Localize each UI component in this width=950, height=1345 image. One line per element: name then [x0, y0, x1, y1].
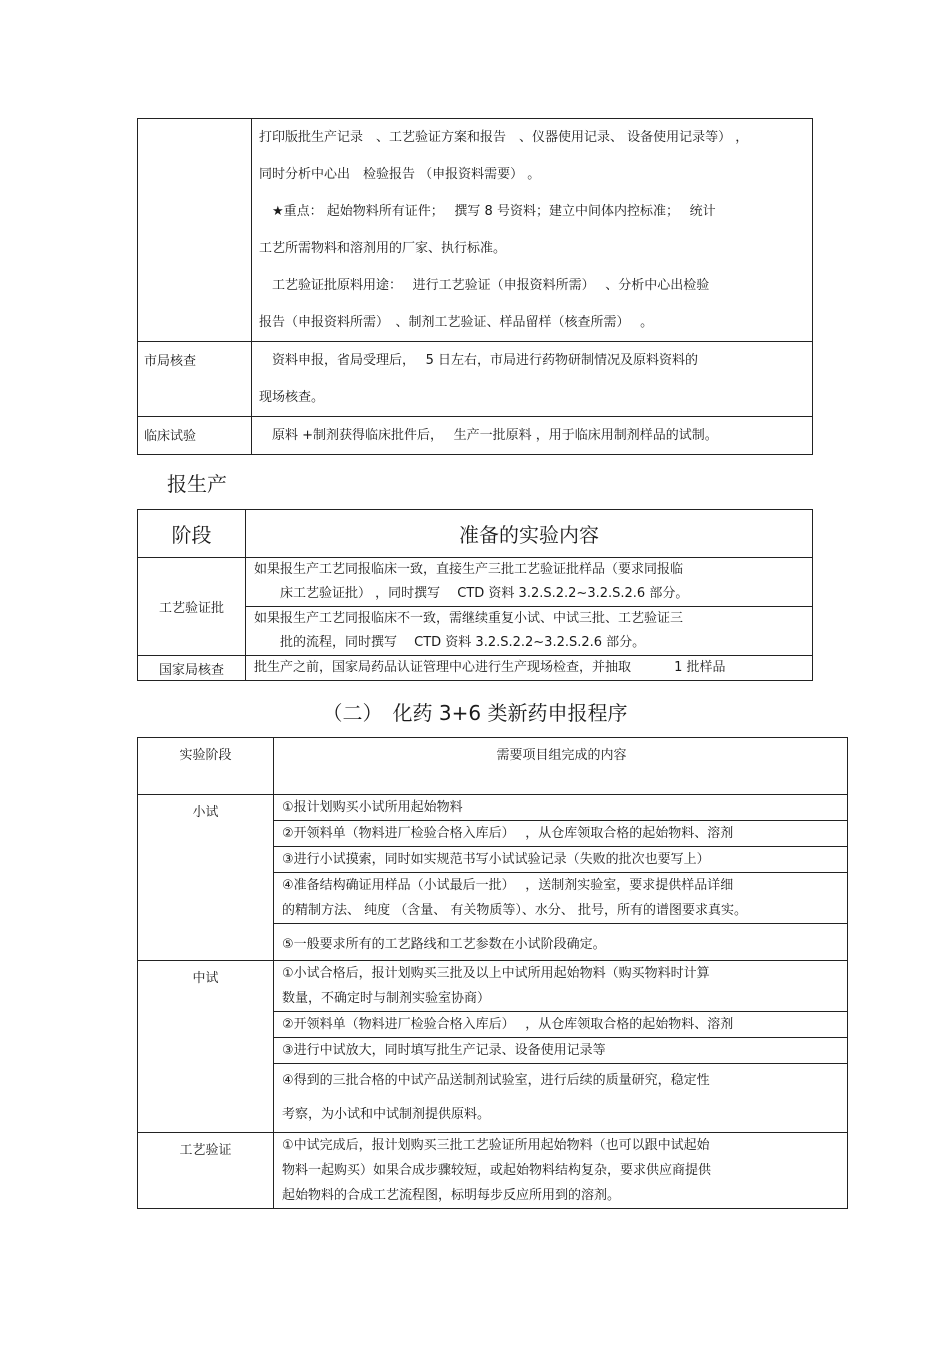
text-line: 考察，为小试和中试制剂提供原料。: [282, 1107, 491, 1122]
header-content: 准备的实验内容: [246, 510, 813, 558]
content-cell: [274, 1064, 848, 1133]
text-line: 起始物料的合成工艺流程图，标明每步反应所用到的溶剂。: [282, 1188, 621, 1203]
table-header-row: [138, 510, 813, 558]
stage-label: 工艺验证: [138, 1133, 274, 1209]
stage-label: 工艺验证批: [138, 558, 246, 656]
table-row: [138, 119, 813, 342]
text-line: ④准备结构确证用样品（小试最后一批） ，送制剂实验室，要求提供样品详细: [282, 878, 734, 893]
text-line: 打印版批生产记录 、工艺验证方案和报告 、仪器使用记录、 设备使用记录等） ，: [259, 130, 749, 145]
text-line: 批的流程，同时撰写 CTD 资料 3.2.S.2.2~3.2.S.2.6 部分。: [254, 635, 646, 650]
text-line: 报告（申报资料所需） 、制剂工艺验证、样品留样（核查所需） 。: [259, 315, 654, 330]
text-line: ①中试完成后，报计划购买三批工艺验证所用起始物料（也可以跟中试起始: [282, 1138, 710, 1153]
content-cell: [252, 119, 813, 342]
table-row: [138, 961, 848, 1012]
table-row: [138, 558, 813, 607]
stage-table-continued: [137, 118, 813, 455]
table-header-row: [138, 738, 848, 795]
text-line: 原料 +制剂获得临床批件后， 生产一批原料 ，用于临床用制剂样品的试制。: [259, 428, 718, 443]
content-cell: [246, 607, 813, 656]
text-line: 数量，不确定时与制剂实验室协商）: [282, 991, 491, 1006]
content-cell: [274, 873, 848, 924]
table-row: [138, 1133, 848, 1209]
text-line: ③进行小试摸索，同时如实规范书写小试试验记录（失败的批次也要写上）: [282, 852, 710, 867]
text-line: ①报计划购买小试所用起始物料: [282, 800, 463, 815]
text-line: 批生产之前，国家局药品认证管理中心进行生产现场检查，并抽取 1 批样品: [254, 660, 726, 675]
stage-label: 中试: [138, 961, 274, 1133]
content-cell: [252, 417, 813, 455]
table-row: [138, 342, 813, 417]
text-line: ★重点： 起始物料所有证件； 撰写 8 号资料；建立中间体内控标准； 统计: [259, 204, 716, 219]
text-line: 如果报生产工艺同报临床不一致，需继续重复小试、中试三批、工艺验证三: [254, 611, 684, 626]
text-line: 物料一起购买）如果合成步骤较短，或起始物料结构复杂，要求供应商提供: [282, 1163, 712, 1178]
text-line: 现场核查。: [259, 390, 325, 405]
stage-cell: [138, 119, 252, 342]
header-stage: 实验阶段: [138, 738, 274, 795]
text-line: ⑤一般要求所有的工艺路线和工艺参数在小试阶段确定。: [282, 936, 606, 952]
text-line: ②开领料单（物料进厂检验合格入库后） ，从仓库领取合格的起始物料、溶剂: [282, 826, 734, 841]
section-heading: （二） 化药 3+6 类新药申报程序: [322, 701, 628, 725]
text-line: 的精制方法、 纯度 （含量、 有关物质等）、水分、 批号，所有的谱图要求真实。: [282, 903, 748, 918]
content-cell: [246, 656, 813, 681]
header-stage: 阶段: [138, 510, 246, 558]
text-line: ③进行中试放大，同时填写批生产记录、设备使用记录等: [282, 1043, 606, 1058]
content-cell: [274, 795, 848, 821]
content-cell: [274, 961, 848, 1012]
content-cell: [274, 821, 848, 847]
table-row: [138, 795, 848, 821]
content-cell: [274, 1012, 848, 1038]
content-cell: [274, 847, 848, 873]
section-heading: 报生产: [167, 472, 227, 496]
text-line: 资料申报，省局受理后， 5 日左右，市局进行药物研制情况及原料资料的: [259, 353, 699, 368]
stage-label: 市局核查: [138, 342, 252, 417]
procedure-table: [137, 737, 848, 1209]
header-content: 需要项目组完成的内容: [274, 738, 848, 795]
stage-label: 国家局核查: [138, 656, 246, 681]
table-row: [138, 417, 813, 455]
content-cell: [252, 342, 813, 417]
text-line: 工艺所需物料和溶剂用的厂家、执行标准。: [259, 241, 507, 256]
table-row: [138, 656, 813, 681]
content-cell: [274, 1038, 848, 1064]
text-line: 工艺验证批原料用途： 进行工艺验证（申报资料所需） 、分析中心出检验: [259, 278, 710, 293]
content-cell: [274, 924, 848, 961]
text-line: ④得到的三批合格的中试产品送制剂试验室，进行后续的质量研究，稳定性: [282, 1073, 710, 1088]
stage-label: 小试: [138, 795, 274, 961]
stage-label: 临床试验: [138, 417, 252, 455]
content-cell: [274, 1133, 848, 1209]
text-line: 床工艺验证批） ，同时撰写 CTD 资料 3.2.S.2.2~3.2.S.2.6 部分。: [254, 586, 689, 601]
production-table: [137, 509, 813, 681]
text-line: 如果报生产工艺同报临床一致，直接生产三批工艺验证批样品（要求同报临: [254, 562, 684, 577]
text-line: ②开领料单（物料进厂检验合格入库后） ，从仓库领取合格的起始物料、溶剂: [282, 1017, 734, 1032]
text-line: 同时分析中心出 检验报告 （申报资料需要） 。: [259, 167, 541, 182]
content-cell: [246, 558, 813, 607]
text-line: ①小试合格后，报计划购买三批及以上中试所用起始物料（购买物料时计算: [282, 966, 710, 981]
